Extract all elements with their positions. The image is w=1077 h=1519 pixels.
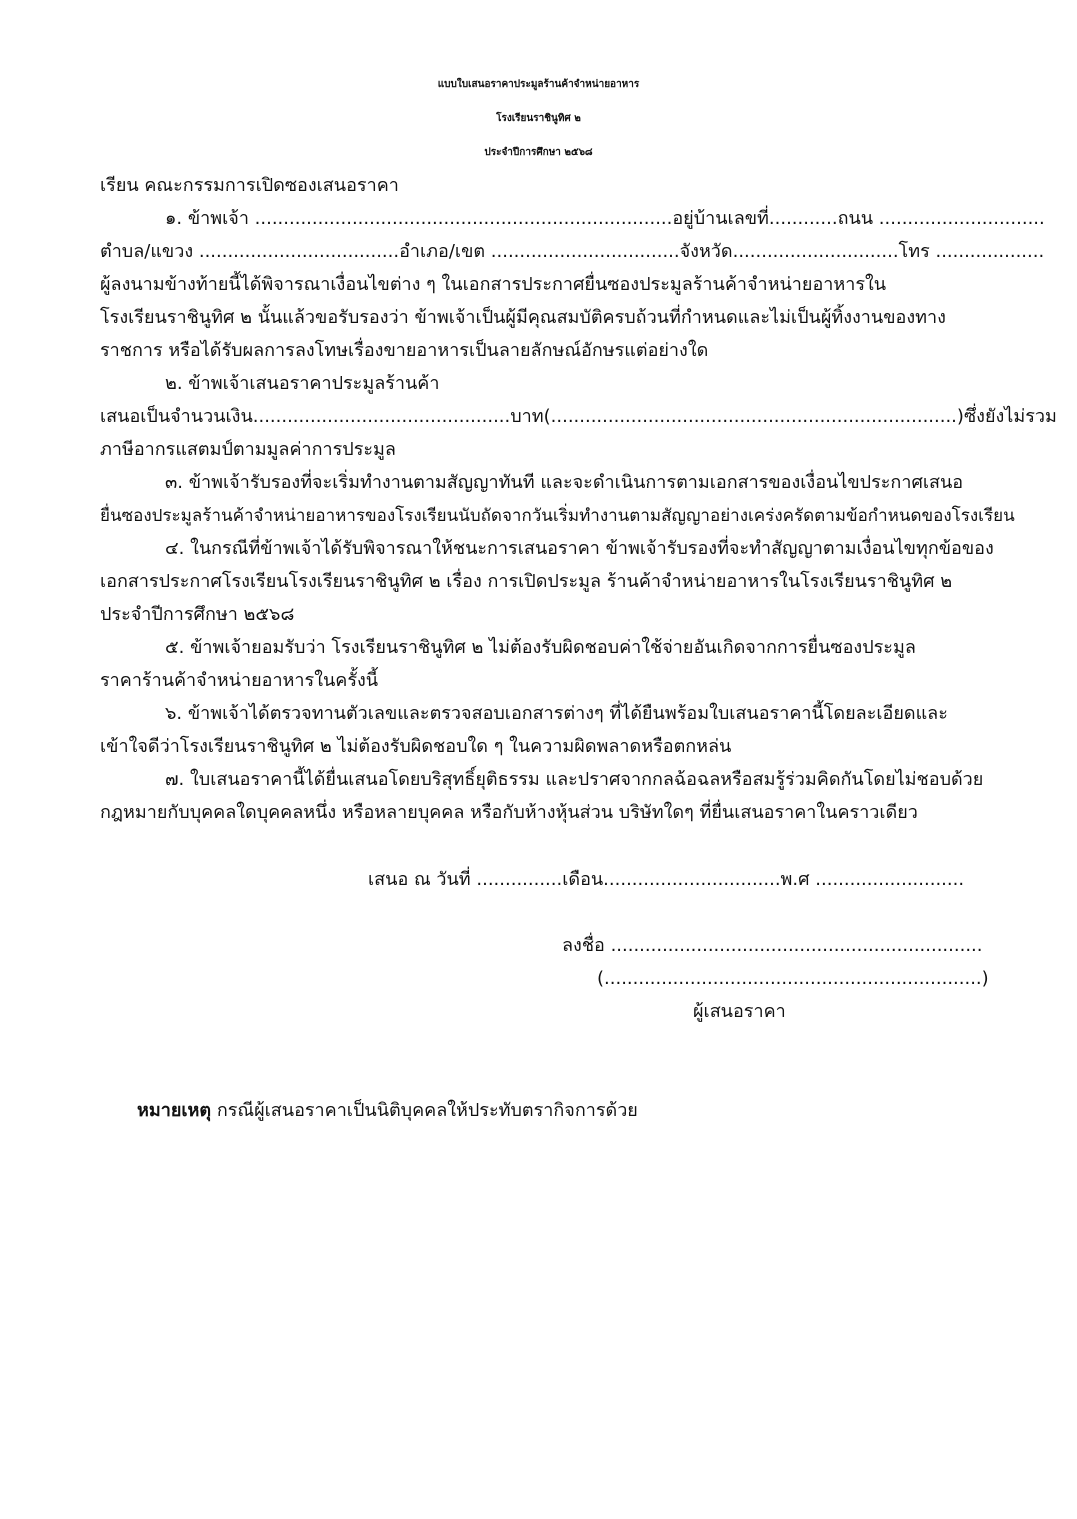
house-number-field: อยู่บ้านเลขที่............ <box>672 208 838 229</box>
note-text: กรณีผู้เสนอราคาเป็นนิติบุคคลให้ประทับตรากิจการด้วย <box>211 1100 638 1121</box>
province-field: จังหวัด............................ <box>679 241 893 262</box>
date-line: เสนอ ณ วันที่ ...............เดือน...............................พ.ศ .......................... <box>368 869 965 890</box>
paragraph-1-line-4: โรงเรียนราชินูทิศ ๒ นั้นแล้วขอรับรองว่า ข้าพเจ้าเป็นผู้มีคุณสมบัติครบถ้วนที่กำหนดและไม่เป็นผู้ทิ้งงานของทาง <box>100 307 946 328</box>
paragraph-6-line-1: ๖. ข้าพเจ้าได้ตรวจทานตัวเลขและตรวจสอบเอกสารต่างๆ ที่ได้ยืนพร้อมใบเสนอราคานี้โดยละเอียดและ <box>165 703 948 724</box>
school-name: โรงเรียนราชินูทิศ ๒ <box>496 113 581 124</box>
applicant-name-line <box>165 204 1045 234</box>
note <box>137 1096 638 1126</box>
bid-amount-line <box>100 402 1057 432</box>
paragraph-7-line-1: ๗. ใบเสนอราคานี้ได้ยื่นเสนอโดยบริสุทธิ์ยุติธรรม และปราศจากกลฉ้อฉลหรือสมรู้ร่วมคิดกันโดยไม่ชอบด้วย <box>165 769 984 790</box>
signature-line: ลงชื่อ ................................................................. <box>562 935 983 956</box>
paragraph-4-line-1: ๔. ในกรณีที่ข้าพเจ้าได้รับพิจารณาให้ชนะการเสนอราคา ข้าพเจ้ารับรองที่จะทำสัญญาตามเงื่อนไขทุกข้อของ <box>165 538 994 559</box>
paragraph-1-line-5: ราชการ หรือได้รับผลการลงโทษเรื่องขายอาหารเป็นลายลักษณ์อักษรแต่อย่างใด <box>100 340 709 361</box>
paragraph-4-line-2: เอกสารประกาศโรงเรียนโรงเรียนราชินูทิศ ๒ เรื่อง การเปิดประมูล ร้านค้าจำหน่ายอาหารในโรงเรียนราชินูทิศ ๒ <box>100 571 953 592</box>
academic-year: ประจำปีการศึกษา ๒๕๖๘ <box>484 147 593 158</box>
paragraph-5-line-1: ๕. ข้าพเจ้ายอมรับว่า โรงเรียนราชินูทิศ ๒ ไม่ต้องรับผิดชอบค่าใช้จ่ายอันเกิดจากการยื่นซองประมูล <box>165 637 916 658</box>
document-title: แบบใบเสนอราคาประมูลร้านค้าจำหน่ายอาหาร <box>437 79 640 90</box>
paragraph-1-line-3: ผู้ลงนามข้างท้ายนี้ได้พิจารณาเงื่อนไขต่าง ๆ ในเอกสารประกาศยื่นซองประมูลร้านค้าจำหน่ายอาหารใน <box>100 274 887 295</box>
salutation: เรียน คณะกรรมการเปิดซองเสนอราคา <box>100 175 399 196</box>
note-label: หมายเหตุ <box>137 1100 212 1121</box>
applicant-name-field: ๑. ข้าพเจ้า ......................................................................... <box>165 208 673 229</box>
paragraph-2-line-1: ๒. ข้าพเจ้าเสนอราคาประมูลร้านค้า <box>165 373 440 394</box>
district-field: อำเภอ/เขต ................................. <box>399 241 680 262</box>
tax-note: ซึ่งยังไม่รวม <box>963 406 1057 427</box>
paragraph-3-line-1: ๓. ข้าพเจ้ารับรองที่จะเริ่มทำงานตามสัญญาทันที และจะดำเนินการตามเอกสารของเงื่อนไขประกาศเสนอ <box>165 472 964 493</box>
phone-field: .โทร ................... <box>892 241 1045 262</box>
signer-role: ผู้เสนอราคา <box>693 1001 786 1022</box>
address-line <box>100 237 1045 267</box>
paragraph-7-line-2: กฎหมายกับบุคคลใดบุคคลหนึ่ง หรือหลายบุคคล หรือกับห้างหุ้นส่วน บริษัทใดๆ ที่ยื่นเสนอราคาในคราวเดียว <box>100 802 918 823</box>
paragraph-6-line-2: เข้าใจดีว่าโรงเรียนราชินูทิศ ๒ ไม่ต้องรับผิดชอบใด ๆ ในความผิดพลาดหรือตกหล่น <box>100 736 732 757</box>
paragraph-4-line-3: ประจำปีการศึกษา ๒๕๖๘ <box>100 604 295 625</box>
road-field: ถนน ............................. <box>837 208 1045 229</box>
bid-amount-words-field: (.......................................................................) <box>543 406 964 427</box>
paragraph-5-line-2: ราคาร้านค้าจำหน่ายอาหารในครั้งนี้ <box>100 670 379 691</box>
signer-name-line: (..................................................................) <box>597 968 989 989</box>
paragraph-3-line-2: ยื่นซองประมูลร้านค้าจำหน่ายอาหารของโรงเรียนนับถัดจากวันเริ่มทำงานตามสัญญาอย่างเคร่งครัดตามข้อกำหนดของโรงเรียน <box>100 506 1015 526</box>
subdistrict-field: ตำบล/แขวง ................................... <box>100 241 400 262</box>
paragraph-2-line-3: ภาษีอากรแสตมป์ตามมูลค่าการประมูล <box>100 439 396 460</box>
bid-amount-field: เสนอเป็นจำนวนเงิน.............................................บาท <box>100 406 544 427</box>
